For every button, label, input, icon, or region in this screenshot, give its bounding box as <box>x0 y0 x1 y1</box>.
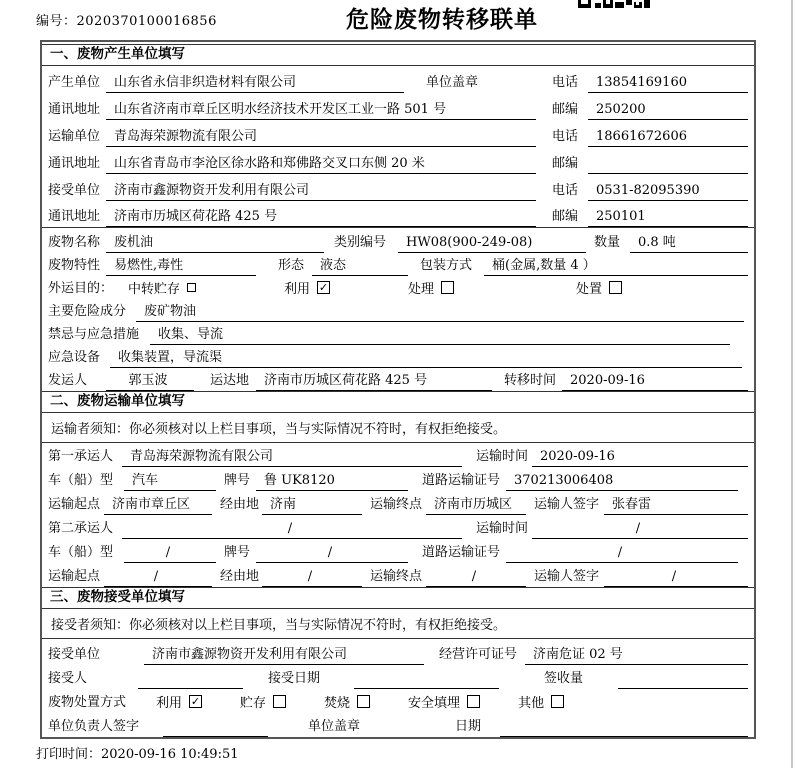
producer-value: 山东省永信非织造材料有限公司 <box>106 71 404 93</box>
disposal-utilize-label: 利用 <box>156 696 183 711</box>
manifest-number-value: 2020370100016856 <box>76 14 217 29</box>
disposal-incinerate-checkbox[interactable] <box>357 695 370 708</box>
purpose-treat-label: 处理 <box>408 282 435 297</box>
disposal-other-label: 其他 <box>518 696 545 711</box>
transporter-address-label: 通讯地址 <box>48 156 101 171</box>
transporter-zip-value <box>588 171 748 174</box>
accept-person-value <box>138 686 243 689</box>
responsible-sign-value <box>163 734 268 737</box>
route2-via-value: / <box>262 569 362 587</box>
route1-sign-value: 张春雷 <box>604 493 748 515</box>
accept-person-label: 接受人 <box>48 671 88 686</box>
unit-seal-label: 单位盖章 <box>308 719 361 734</box>
row-carrier1 <box>42 443 754 467</box>
vehicle1-plate-label: 牌号 <box>224 473 251 488</box>
carrier2-label: 第二承运人 <box>48 521 114 536</box>
row-producer <box>42 66 754 93</box>
vehicle1-license-label: 道路运输证号 <box>422 473 501 488</box>
receiver-notice: 接受者须知：你必须核对以上栏目事项，当与实际情况不符时，有权拒绝接受。 <box>42 609 754 639</box>
accept-date-value <box>354 686 499 689</box>
producer-zip-label: 邮编 <box>552 102 579 117</box>
row-receiver-address <box>42 201 754 228</box>
producer-address-value: 山东省济南市章丘区明水经济技术开发区工业一路 501 号 <box>106 98 536 120</box>
waste-code-value: HW08(900-249-08) <box>398 235 586 253</box>
print-time-label: 打印时间： <box>36 747 102 762</box>
transporter-address-value: 山东省青岛市李沧区徐水路和郑佛路交叉口东侧 20 米 <box>106 152 536 174</box>
taboo-value: 收集、导流 <box>150 323 730 345</box>
waste-name-label: 废物名称 <box>48 235 101 250</box>
shipper-time-label: 转移时间 <box>504 373 557 388</box>
vehicle2-label: 车（船）型 <box>48 545 114 560</box>
disposal-landfill-label: 安全填埋 <box>408 696 461 711</box>
row-shipper <box>42 368 754 391</box>
producer-phone-label: 电话 <box>552 75 579 90</box>
receiver-value: 济南市鑫源物资开发利用有限公司 <box>106 179 536 201</box>
carrier1-time-label: 运输时间 <box>476 449 529 464</box>
vehicle1-label: 车（船）型 <box>48 473 114 488</box>
producer-zip-value: 250200 <box>588 102 748 120</box>
receiver-zip-value: 250101 <box>588 209 748 227</box>
row-waste-props <box>42 253 754 276</box>
waste-props-value: 易燃性,毒性 <box>106 254 256 276</box>
row-producer-address <box>42 93 754 120</box>
transporter-label: 运输单位 <box>48 129 101 144</box>
page-title: 危险废物转移联单 <box>346 7 538 33</box>
waste-name-value: 废机油 <box>106 231 324 253</box>
waste-pack-value: 桶(金属,数量 4 ） <box>484 254 748 276</box>
print-time <box>36 743 239 762</box>
transporter-zip-label: 邮编 <box>552 156 579 171</box>
carrier1-value: 青岛海荣源物流有限公司 <box>122 445 462 467</box>
permit-value: 济南危证 02 号 <box>525 643 748 665</box>
taboo-label: 禁忌与应急措施 <box>48 327 140 342</box>
transporter-notice: 运输者须知：你必须核对以上栏目事项，当与实际情况不符时，有权拒绝接受。 <box>42 413 754 443</box>
transporter-value: 青岛海荣源物流有限公司 <box>106 125 536 147</box>
equipment-value: 收集装置，导流渠 <box>110 346 742 368</box>
responsible-sign-label: 单位负责人签字 <box>48 719 140 734</box>
vehicle2-license-value: / <box>506 545 738 563</box>
purpose-option-treat <box>408 278 454 299</box>
shipper-dest-label: 运达地 <box>210 373 250 388</box>
document-header <box>0 0 796 40</box>
route1-end-label: 运输终点 <box>370 497 423 512</box>
row-vehicle2 <box>42 539 754 563</box>
purpose-option-dispose <box>576 278 622 299</box>
producer-seal-label: 单位盖章 <box>426 75 479 90</box>
purpose-dispose-checkbox[interactable] <box>609 281 622 294</box>
route2-via-label: 经由地 <box>220 569 260 584</box>
row-equipment <box>42 345 754 368</box>
purpose-utilize-checkbox[interactable]: ✓ <box>318 281 329 294</box>
disposal-option-utilize <box>156 692 202 713</box>
disposal-label: 废物处置方式 <box>48 695 127 710</box>
page-edge-line <box>791 0 793 768</box>
sign-date-value <box>500 734 748 737</box>
section3-title: 三、废物接受单位填写 <box>42 587 754 609</box>
manifest-form <box>40 40 756 739</box>
row-disposal <box>42 689 754 713</box>
row-carrier2 <box>42 515 754 539</box>
print-time-value: 2020-09-16 10:49:51 <box>101 747 239 762</box>
sign-date-label: 日期 <box>455 719 482 734</box>
purpose-treat-checkbox[interactable] <box>441 281 454 294</box>
shipper-time-value: 2020-09-16 <box>562 373 748 391</box>
row-waste-name <box>42 230 754 253</box>
receipt-qty-value <box>618 686 748 689</box>
row-receiver <box>42 174 754 201</box>
permit-label: 经营许可证号 <box>439 647 518 662</box>
accept-date-label: 接受日期 <box>268 671 321 686</box>
vehicle2-license-label: 道路运输证号 <box>422 545 501 560</box>
purpose-utilize-label: 利用 <box>284 282 311 297</box>
receiver-address-value: 济南市历城区荷花路 425 号 <box>106 205 536 227</box>
purpose-option-transfer-storage <box>128 278 196 299</box>
shipper-dest-value: 济南市历城区荷花路 425 号 <box>256 369 492 391</box>
purpose-option-utilize <box>284 278 330 299</box>
disposal-option-incinerate <box>324 692 370 713</box>
route1-via-value: 济南 <box>262 493 362 515</box>
vehicle2-plate-label: 牌号 <box>224 545 251 560</box>
receiver-zip-label: 邮编 <box>552 209 579 224</box>
receiver-phone-value: 0531-82095390 <box>588 183 748 201</box>
waste-props-label: 废物特性 <box>48 258 101 273</box>
vehicle1-value: 汽车 <box>124 469 216 491</box>
producer-address-label: 通讯地址 <box>48 102 101 117</box>
hazard-label: 主要危险成分 <box>48 304 127 319</box>
route1-start-label: 运输起点 <box>48 497 101 512</box>
row-transporter <box>42 120 754 147</box>
disposal-incinerate-label: 焚烧 <box>324 696 351 711</box>
transporter-phone-label: 电话 <box>552 129 579 144</box>
qr-code-fragment <box>578 0 650 10</box>
carrier1-time-value: 2020-09-16 <box>532 449 748 467</box>
route2-sign-value: / <box>604 569 748 587</box>
section2-title: 二、废物运输单位填写 <box>42 391 754 413</box>
row-hazard <box>42 299 754 322</box>
route1-sign-label: 运输人签字 <box>534 497 600 512</box>
disposal-option-other <box>518 692 564 713</box>
row-route1 <box>42 491 754 515</box>
purpose-label: 外运目的： <box>48 281 114 296</box>
row-taboo <box>42 322 754 345</box>
row-transporter-address <box>42 147 754 174</box>
vehicle1-license-value: 370213006408 <box>506 473 738 491</box>
route2-start-value: / <box>104 569 212 587</box>
hazard-value: 废矿物油 <box>136 300 744 322</box>
receiver-address-label: 通讯地址 <box>48 209 101 224</box>
carrier2-value: / <box>122 521 462 539</box>
section1-title: 一、废物产生单位填写 <box>42 44 754 66</box>
waste-qty-label: 数量 <box>594 235 621 250</box>
row-acceptance <box>42 665 754 689</box>
producer-label: 产生单位 <box>48 75 101 90</box>
row-purpose <box>42 276 754 299</box>
route2-sign-label: 运输人签字 <box>534 569 600 584</box>
purpose-transfer-storage-label: 中转贮存 <box>128 282 181 297</box>
row-vehicle1 <box>42 467 754 491</box>
shipper-value: 郭玉波 <box>106 369 194 391</box>
disposal-other-checkbox[interactable] <box>551 695 564 708</box>
manifest-number-label: 编号： <box>36 14 77 29</box>
vehicle1-plate-value: 鲁 UK8120 <box>256 469 408 491</box>
accept-unit-value: 济南市鑫源物资开发利用有限公司 <box>144 643 424 665</box>
route2-end-label: 运输终点 <box>370 569 423 584</box>
disposal-landfill-checkbox[interactable] <box>467 695 480 708</box>
waste-form-value: 液态 <box>312 254 408 276</box>
receiver-phone-label: 电话 <box>552 183 579 198</box>
waste-form-label: 形态 <box>278 258 305 273</box>
row-accept-unit <box>42 641 754 665</box>
disposal-store-label: 贮存 <box>240 696 267 711</box>
waste-qty-value: 0.8 吨 <box>630 231 748 253</box>
vehicle2-value: / <box>124 545 216 563</box>
carrier1-label: 第一承运人 <box>48 449 114 464</box>
receiver-label: 接受单位 <box>48 183 101 198</box>
accept-unit-label: 接受单位 <box>48 647 101 662</box>
route2-start-label: 运输起点 <box>48 569 101 584</box>
purpose-dispose-label: 处置 <box>576 282 603 297</box>
disposal-option-store <box>240 692 286 713</box>
route1-via-label: 经由地 <box>220 497 260 512</box>
waste-pack-label: 包装方式 <box>420 258 473 273</box>
disposal-utilize-checkbox[interactable]: ✓ <box>190 695 201 708</box>
producer-phone-value: 13854169160 <box>588 75 748 93</box>
equipment-label: 应急设备 <box>48 350 101 365</box>
shipper-label: 发运人 <box>48 373 88 388</box>
purpose-transfer-storage-checkbox[interactable] <box>187 283 196 292</box>
row-signature <box>42 713 754 737</box>
waste-code-label: 类别编号 <box>334 235 387 250</box>
vehicle2-plate-value: / <box>256 545 408 563</box>
route2-end-value: / <box>426 569 526 587</box>
transporter-phone-value: 18661672606 <box>588 129 748 147</box>
carrier2-time-label: 运输时间 <box>476 521 529 536</box>
row-route2 <box>42 563 754 587</box>
receipt-qty-label: 签收量 <box>544 671 584 686</box>
disposal-option-landfill <box>408 692 480 713</box>
route1-start-value: 济南市章丘区 <box>104 493 212 515</box>
carrier2-time-value: / <box>532 521 748 539</box>
disposal-store-checkbox[interactable] <box>273 695 286 708</box>
route1-end-value: 济南市历城区 <box>426 493 526 515</box>
